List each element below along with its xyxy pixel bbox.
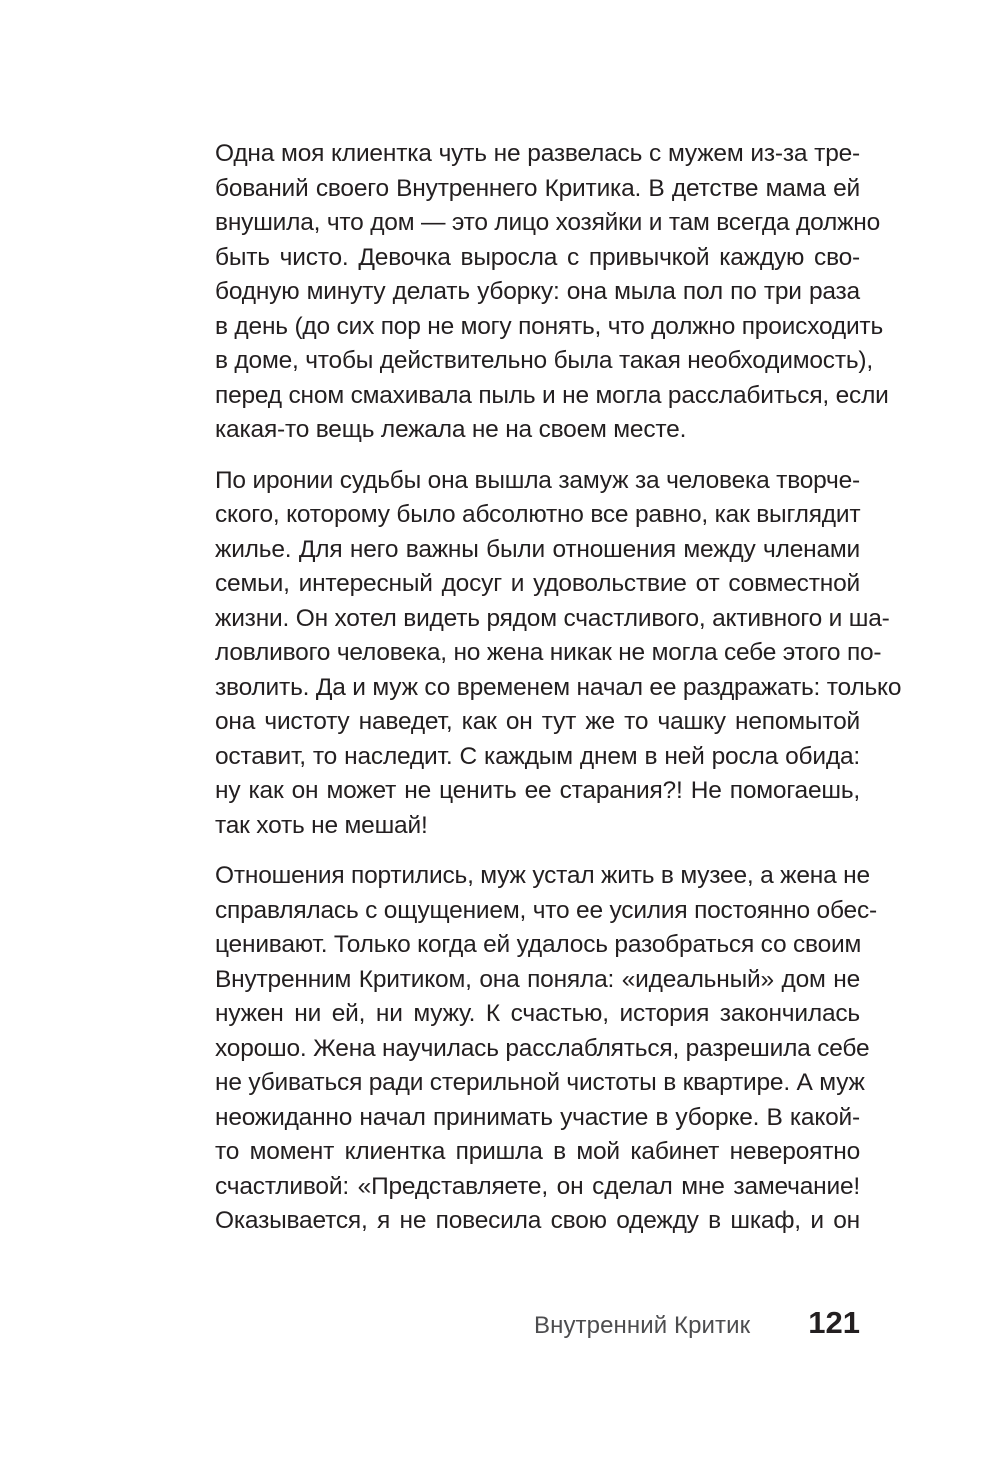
text-line: ловливого человека, но жена никак не могла себе этого по-	[215, 639, 882, 666]
text-line: справлялась с ощущением, что ее усилия постоянно обес-	[215, 896, 877, 924]
text-line: оставит, то наследит. С каждым днем в ней росла обида:	[215, 742, 860, 770]
text-line: По иронии судьбы она вышла замуж за человека творче-	[215, 466, 860, 494]
text-line: нужен ни ей, ни мужу. К счастью, история закончилась	[215, 1000, 860, 1027]
text-line: ценивают. Только когда ей удалось разобраться со своим	[215, 931, 862, 958]
paragraph-1	[215, 137, 889, 448]
text-line: перед сном смахивала пыль и не могла расслабиться, если	[215, 381, 889, 409]
text-line: семьи, интересный досуг и удовольствие от совместной	[215, 570, 860, 597]
running-title: Внутренний Критик	[533, 1312, 751, 1339]
text-line: Внутренним Критиком, она поняла: «идеальный» дом не	[215, 965, 860, 993]
text-line: Оказывается, я не повесила свою одежду в шкаф, и он	[215, 1207, 860, 1234]
text-line: то момент клиентка пришла в мой кабинет невероятно	[215, 1138, 860, 1165]
text-line: быть чисто. Девочка выросла с привычкой каждую сво-	[215, 243, 860, 271]
text-line: внушила, что дом — это лицо хозяйки и там всегда должно	[215, 209, 881, 236]
text-line: в день (до сих пор не могу понять, что должно происходить	[215, 312, 884, 340]
text-line: ского, которому было абсолютно все равно, как выглядит	[215, 501, 861, 528]
page-number: 121	[808, 1305, 860, 1340]
text-line: жизни. Он хотел видеть рядом счастливого, активного и ша-	[215, 604, 890, 632]
body-text	[215, 137, 902, 1239]
text-line: не убиваться ради стерильной чистоты в квартире. А муж	[215, 1069, 865, 1096]
text-line: в доме, чтобы действительно была такая необходимость),	[215, 347, 873, 374]
text-line: бований своего Внутреннего Критика. В детстве мама ей	[215, 174, 860, 202]
text-line: зволить. Да и муж со временем начал ее раздражать: только	[215, 673, 902, 701]
page-footer	[215, 1305, 860, 1349]
text-line: счастливой: «Представляете, он сделал мне замечание!	[215, 1172, 860, 1200]
text-line: Отношения портились, муж устал жить в музее, а жена не	[215, 862, 870, 889]
text-line: неожиданно начал принимать участие в уборке. В какой-	[215, 1103, 860, 1131]
text-line: Одна моя клиентка чуть не развелась с мужем из-за тре-	[215, 140, 860, 167]
text-line: хорошо. Жена научилась расслабляться, разрешила себе	[215, 1034, 870, 1062]
text-line: какая-то вещь лежала не на своем месте.	[215, 416, 687, 443]
text-line: жилье. Для него важны были отношения между членами	[215, 535, 860, 563]
text-line: так хоть не мешай!	[215, 811, 428, 839]
text-line: ну как он может не ценить ее старания?! Не помогаешь,	[215, 777, 860, 804]
text-line: она чистоту наведет, как он тут же то чашку непомытой	[215, 708, 860, 735]
paragraph-2	[215, 464, 902, 844]
text-line: бодную минуту делать уборку: она мыла пол по три раза	[215, 278, 860, 305]
paragraph-3	[215, 859, 877, 1239]
